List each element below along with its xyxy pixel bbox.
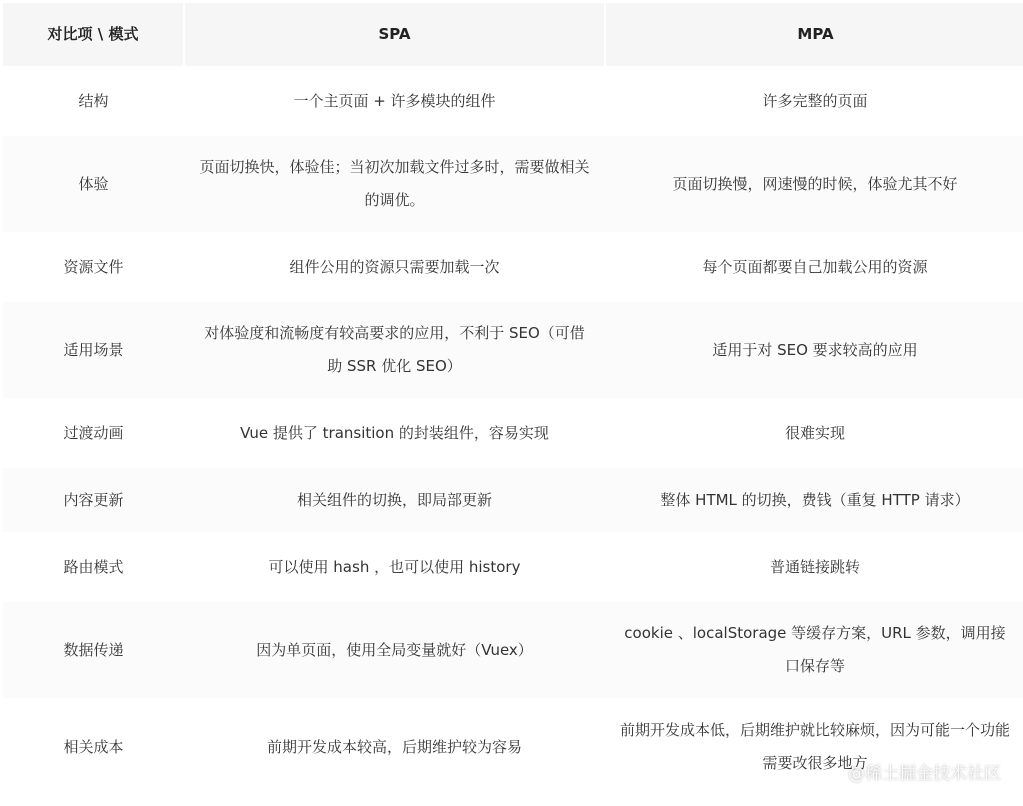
- comparison-table: [3, 3, 1023, 796]
- row-mpa: 普通链接跳转: [605, 532, 1023, 602]
- row-item: 相关成本: [3, 698, 184, 796]
- row-spa: 前期开发成本较高，后期维护较为容易: [184, 698, 605, 796]
- table-row: [3, 468, 1023, 532]
- header-item: 对比项 \ 模式: [3, 3, 184, 66]
- table-row: [3, 136, 1023, 232]
- table-row: [3, 532, 1023, 602]
- row-mpa: 适用于对 SEO 要求较高的应用: [605, 302, 1023, 398]
- row-mpa: 前期开发成本低，后期维护就比较麻烦，因为可能一个功能需要改很多地方: [605, 698, 1023, 796]
- row-mpa: cookie 、localStorage 等缓存方案，URL 参数，调用接口保存等: [605, 602, 1023, 698]
- row-item: 体验: [3, 136, 184, 232]
- watermark: @稀土掘金技术社区: [848, 764, 1001, 784]
- table-row: [3, 398, 1023, 468]
- table-row: [3, 66, 1023, 136]
- row-mpa: 整体 HTML 的切换，费钱（重复 HTTP 请求）: [605, 468, 1023, 532]
- row-spa: 一个主页面 + 许多模块的组件: [184, 66, 605, 136]
- row-spa: Vue 提供了 transition 的封装组件，容易实现: [184, 398, 605, 468]
- row-mpa: 页面切换慢，网速慢的时候，体验尤其不好: [605, 136, 1023, 232]
- row-item: 路由模式: [3, 532, 184, 602]
- header-mpa: MPA: [605, 3, 1023, 66]
- row-mpa: 很难实现: [605, 398, 1023, 468]
- table-row: [3, 602, 1023, 698]
- table-row: [3, 232, 1023, 302]
- row-mpa: 许多完整的页面: [605, 66, 1023, 136]
- row-spa: 因为单页面，使用全局变量就好（Vuex）: [184, 602, 605, 698]
- table-row: [3, 302, 1023, 398]
- row-item: 内容更新: [3, 468, 184, 532]
- table-row: [3, 698, 1023, 796]
- row-item: 资源文件: [3, 232, 184, 302]
- row-item: 过渡动画: [3, 398, 184, 468]
- table-header-row: [3, 3, 1023, 66]
- row-spa: 对体验度和流畅度有较高要求的应用，不利于 SEO（可借助 SSR 优化 SEO）: [184, 302, 605, 398]
- row-spa: 页面切换快，体验佳；当初次加载文件过多时，需要做相关的调优。: [184, 136, 605, 232]
- row-item: 结构: [3, 66, 184, 136]
- row-spa: 相关组件的切换，即局部更新: [184, 468, 605, 532]
- row-spa: 可以使用 hash ，也可以使用 history: [184, 532, 605, 602]
- row-mpa: 每个页面都要自己加载公用的资源: [605, 232, 1023, 302]
- row-item: 适用场景: [3, 302, 184, 398]
- row-item: 数据传递: [3, 602, 184, 698]
- row-spa: 组件公用的资源只需要加载一次: [184, 232, 605, 302]
- header-spa: SPA: [184, 3, 605, 66]
